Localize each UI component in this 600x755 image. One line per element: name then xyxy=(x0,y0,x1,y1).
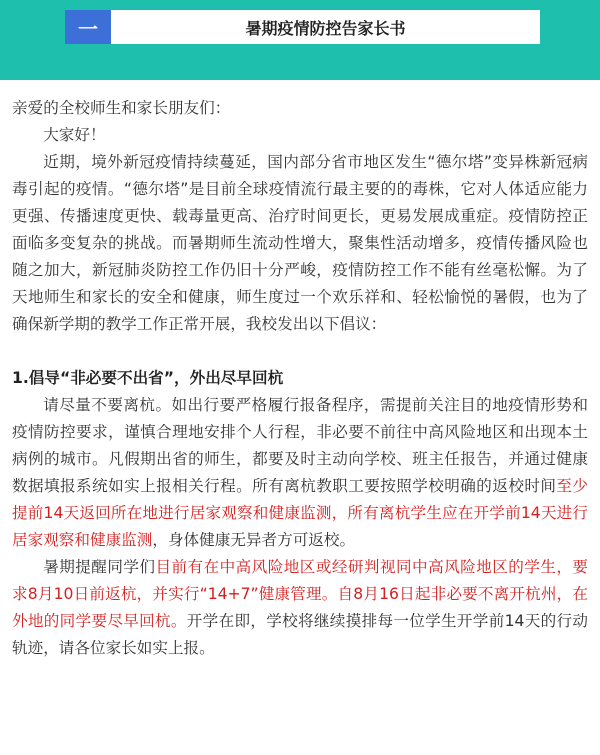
reminder-highlight: 目前有在中高风险地区或经研判视同中高风险地区的学生，要求8月10日前返杭，并实行“14+7”健康管理。自8月16日起非必要不离开杭州，在外地的同学要尽早回杭。 xyxy=(12,558,588,630)
reminder-text: 暑期提醒同学们 xyxy=(43,558,156,576)
paragraph-spacer xyxy=(12,338,588,365)
section-number: 一 xyxy=(65,10,111,44)
header-banner xyxy=(0,0,600,80)
page-title: 暑期疫情防控告家长书 xyxy=(245,18,406,38)
letter-body xyxy=(0,80,600,662)
title-box xyxy=(65,10,540,44)
travel-text-end: ，身体健康无异者方可返校。 xyxy=(152,531,356,549)
intro-paragraph: 近期，境外新冠疫情持续蔓延，国内部分省市地区发生“德尔塔”变异株新冠病毒引起的疫情。“德尔塔”是目前全球疫情流行最主要的的毒株，它对人体适应能力更强、传播速度更快、载毒量更高、治疗时间更长，更易发展成重症。疫情防控正面临多变复杂的挑战。而暑期师生流动性增大，聚集性活动增多，疫情传播风险也随之加大，新冠肺炎防控工作仍旧十分严峻，疫情防控工作不能有丝毫松懈。为了天地师生和家长的安全和健康，师生度过一个欢乐祥和、轻松愉悦的暑假，也为了确保新学期的教学工作正常开展，我校发出以下倡议： xyxy=(12,153,588,333)
travel-paragraph xyxy=(12,392,588,554)
travel-highlight: 至少提前14天返回所在地进行居家观察和健康监测，所有离杭学生应在开学前14天进行居家观察和健康监测 xyxy=(12,477,588,549)
reminder-text-end: 开学在即，学校将继续摸排每一位学生开学前14天的行动轨迹，请各位家长如实上报。 xyxy=(12,612,588,657)
travel-text: 请尽量不要离杭。如出行要严格履行报备程序，需提前关注目的地疫情形势和疫情防控要求，谨慎合理地安排个人行程，非必要不前往中高风险地区和出现本土病例的城市。凡假期出省的师生，都要及时主动向学校、班主任报告，并通过健康数据填报系统如实上报相关行程。所有离杭教职工要按照学校明确的返校时间 xyxy=(12,396,588,495)
greeting: 大家好！ xyxy=(43,126,106,144)
reminder-paragraph xyxy=(12,554,588,662)
salutation: 亲爱的全校师生和家长朋友们： xyxy=(12,99,231,117)
section-heading: 1.倡导“非必要不出省”，外出尽早回杭 xyxy=(12,369,284,387)
